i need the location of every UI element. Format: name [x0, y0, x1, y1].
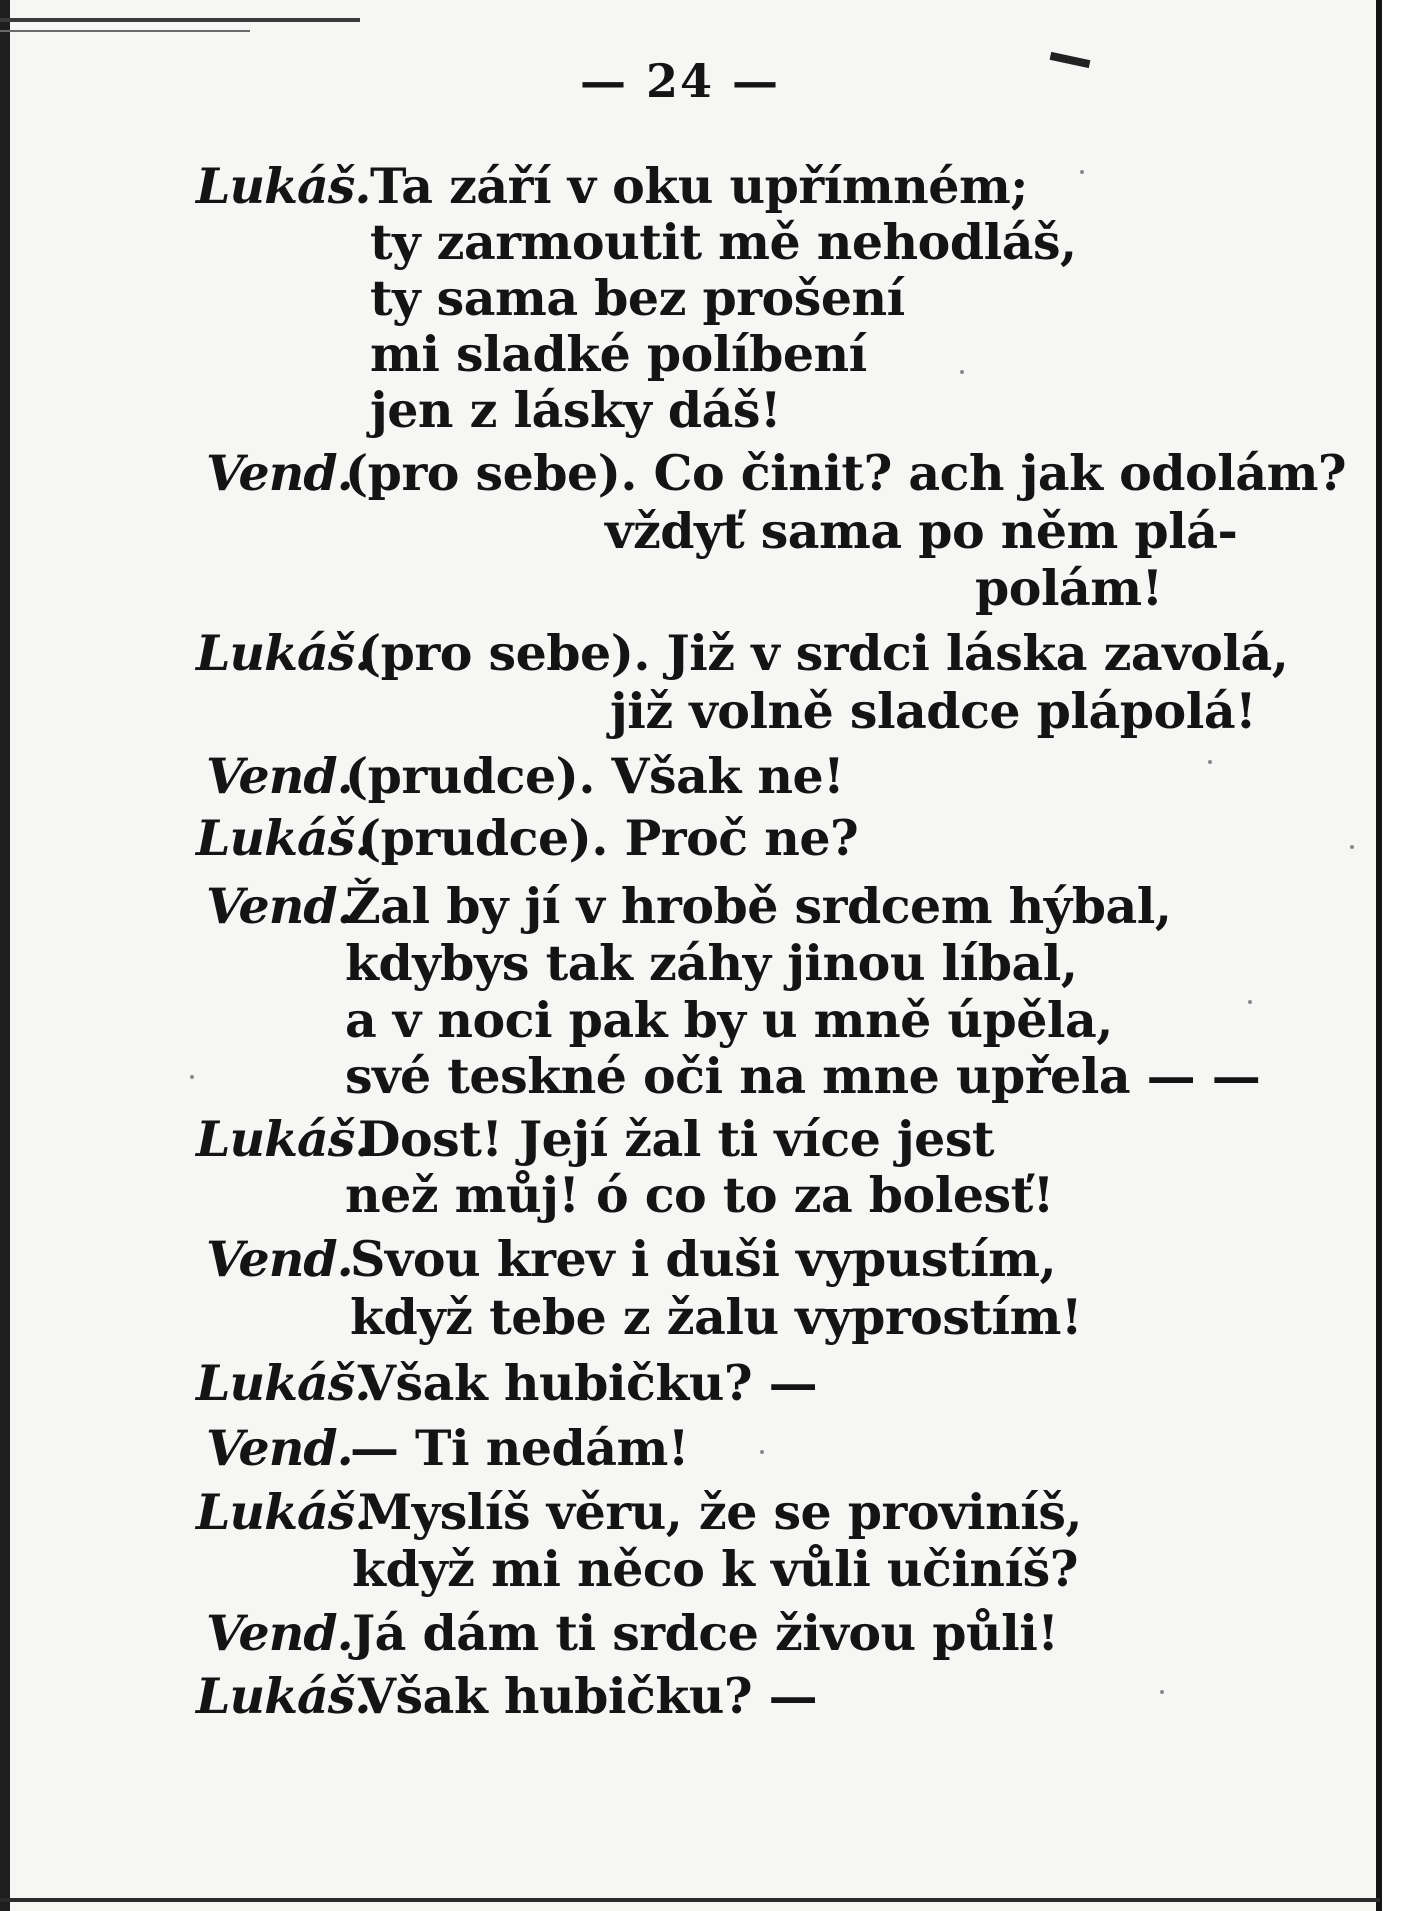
- verse-line: (prudce). Však ne!: [345, 747, 845, 805]
- scan-speck: [1080, 170, 1084, 174]
- speaker-label: Vend.: [206, 1230, 353, 1288]
- verse-line: Však hubičku? —: [358, 1667, 818, 1725]
- scan-speck: [190, 1075, 194, 1079]
- verse-line: kdybys tak záhy jinou líbal,: [345, 934, 1078, 992]
- verse-line: než můj! ó co to za bolesť!: [345, 1166, 1054, 1224]
- verse-line: (pro sebe). Co činit? ach jak odolám?: [345, 444, 1347, 502]
- speaker-label: Vend.: [206, 1419, 353, 1477]
- verse-line: Žal by jí v hrobě srdcem hýbal,: [345, 877, 1172, 935]
- verse-line: své teskné oči na mne upřela — —: [345, 1047, 1261, 1105]
- verse-line: Já dám ti srdce živou půli!: [352, 1604, 1059, 1662]
- speaker-label: Lukáš.: [196, 809, 371, 867]
- verse-line: Však hubičku? —: [358, 1354, 818, 1412]
- verse-line: (pro sebe). Již v srdci láska zavolá,: [358, 624, 1289, 682]
- verse-line: vždyť sama po něm plá-: [605, 502, 1238, 560]
- verse-line: Dost! Její žal ti více jest: [358, 1110, 995, 1168]
- speaker-label: Lukáš.: [196, 624, 371, 682]
- verse-line: mi sladké políbení: [370, 325, 867, 383]
- page-number: — 24 —: [579, 54, 781, 108]
- speaker-label: Vend.: [206, 444, 353, 502]
- speaker-label: Vend.: [206, 877, 353, 935]
- scan-speck: [1160, 1690, 1164, 1694]
- verse-line: ty zarmoutit mě nehodláš,: [370, 213, 1077, 271]
- scan-margin: [1382, 0, 1417, 1911]
- verse-line: Svou krev i duši vypustím,: [350, 1230, 1057, 1288]
- verse-line: polám!: [975, 559, 1163, 617]
- scan-speck: [1248, 1000, 1252, 1004]
- print-mark: [1050, 52, 1091, 68]
- verse-line: ty sama bez prošení: [370, 269, 905, 327]
- speaker-label: Lukáš.: [196, 1667, 371, 1725]
- speaker-label: Vend.: [206, 747, 353, 805]
- page-edge-top: [0, 18, 360, 22]
- scan-speck: [960, 370, 964, 374]
- speaker-label: Lukáš.: [196, 1354, 371, 1412]
- page-edge-left: [0, 0, 10, 1911]
- speaker-label: Lukáš.: [196, 1110, 371, 1168]
- speaker-label: Vend.: [206, 1604, 353, 1662]
- verse-line: jen z lásky dáš!: [370, 381, 782, 439]
- verse-line: když mi něco k vůli učiníš?: [352, 1540, 1078, 1598]
- scan-speck: [1350, 845, 1354, 849]
- speaker-label: Lukáš.: [196, 157, 371, 215]
- page-edge-top-shadow: [0, 30, 250, 32]
- scan-speck: [1208, 760, 1212, 764]
- verse-line: již volně sladce plápolá!: [610, 682, 1257, 740]
- verse-line: Ta září v oku upřímném;: [370, 157, 1028, 215]
- verse-line: a v noci pak by u mně úpěla,: [345, 991, 1113, 1049]
- verse-line: (prudce). Proč ne?: [358, 809, 859, 867]
- verse-line: když tebe z žalu vyprostím!: [350, 1288, 1083, 1346]
- verse-line: — Ti nedám!: [350, 1419, 689, 1477]
- page-edge-bottom: [0, 1898, 1380, 1902]
- speaker-label: Lukáš.: [196, 1483, 371, 1541]
- scan-speck: [760, 1450, 764, 1454]
- verse-line: Myslíš věru, že se proviníš,: [358, 1483, 1082, 1541]
